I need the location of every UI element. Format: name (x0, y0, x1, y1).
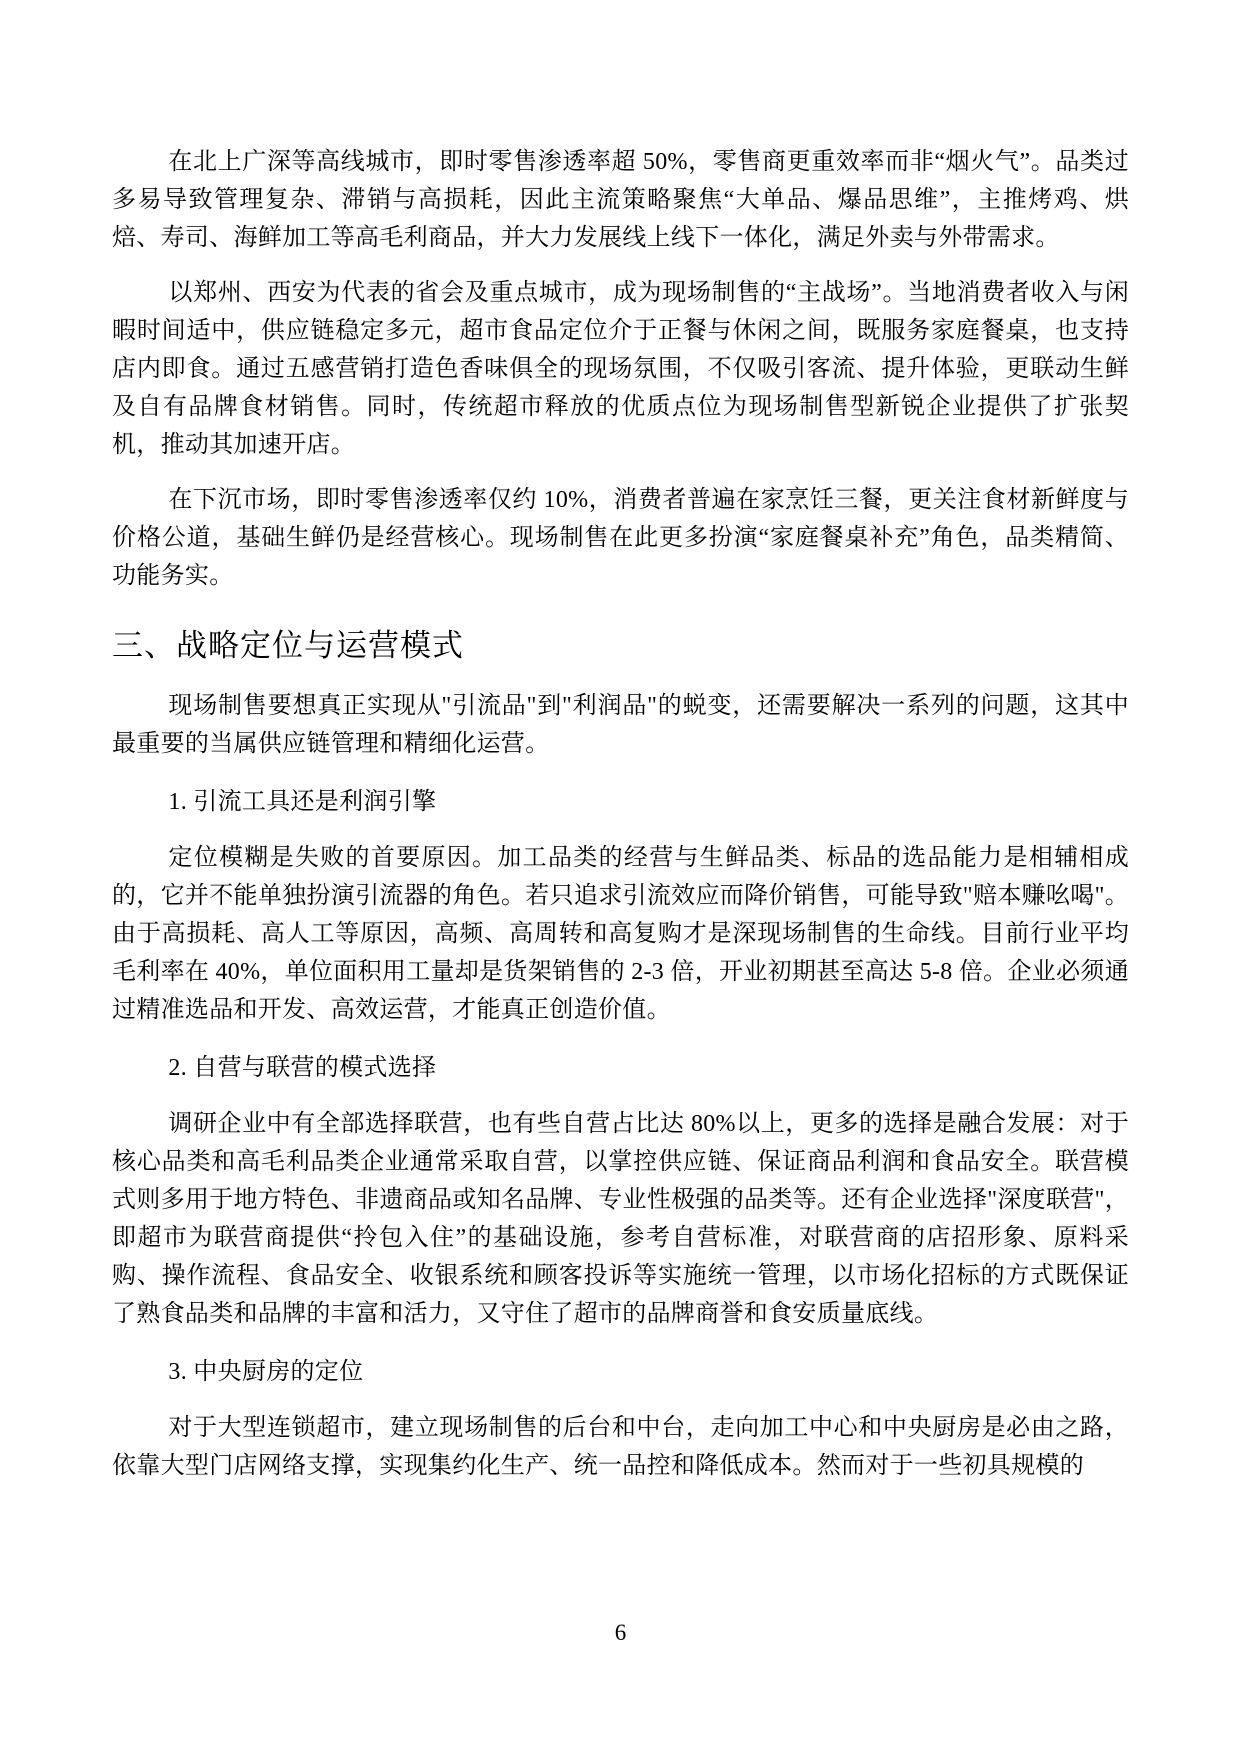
section-heading: 三、战略定位与运营模式 (112, 628, 464, 663)
page-footer (0, 1618, 1241, 1648)
paragraph: 在北上广深等高线城市，即时零售渗透率超 50%，零售商更重效率而非“烟火气”。品类过多易导致管理复杂、滞销与高损耗，因此主流策略聚焦“大单品、爆品思维”，主推烤鸡、烘焙、寿司、海鲜加工等高毛利商品，并大力发展线上线下一体化，满足外卖与外带需求。 (112, 149, 1129, 251)
page-number: 6 (614, 1620, 627, 1645)
page-content (112, 143, 1129, 1502)
paragraph: 调研企业中有全部选择联营，也有些自营占比达 80%以上，更多的选择是融合发展：对于核心品类和高毛利品类企业通常采取自营，以掌控供应链、保证商品利润和食品安全。联营模式则多用于地方特色、非遗商品或知名品牌、专业性极强的品类等。还有企业选择"深度联营"，即超市为联营商提供“拎包入住”的基础设施，参考自营标准，对联营商的店招形象、原料采购、操作流程、食品安全、收银系统和顾客投诉等实施统一管理，以市场化招标的方式既保证了熟食品类和品牌的丰富和活力，又守住了超市的品牌商誉和食安质量底线。 (112, 1111, 1129, 1327)
paragraph: 在下沉市场，即时零售渗透率仅约 10%，消费者普遍在家烹饪三餐，更关注食材新鲜度与价格公道，基础生鲜仍是经营核心。现场制售在此更多扮演“家庭餐桌补充”角色，品类精简、功能务实。 (112, 487, 1129, 589)
paragraph: 以郑州、西安为代表的省会及重点城市，成为现场制售的“主战场”。当地消费者收入与闲暇时间适中，供应链稳定多元，超市食品定位介于正餐与休闲之间，既服务家庭餐桌，也支持店内即食。通过五感营销打造色香味俱全的现场氛围，不仅吸引客流、提升体验，更联动生鲜及自有品牌食材销售。同时，传统超市释放的优质点位为现场制售型新锐企业提供了扩张契机，推动其加速开店。 (112, 280, 1129, 458)
subsection-heading: 1. 引流工具还是利润引擎 (168, 789, 437, 815)
subsection-heading: 3. 中央厨房的定位 (168, 1359, 364, 1385)
paragraph: 定位模糊是失败的首要原因。加工品类的经营与生鲜品类、标品的选品能力是相辅相成的，它并不能单独扮演引流器的角色。若只追求引流效应而降价销售，可能导致"赔本赚吆喝"。由于高损耗、高人工等原因，高频、高周转和高复购才是深现场制售的生命线。目前行业平均毛利率在 40%，单位面积用工量却是货架销售的 2-3 倍，开业初期甚至高达 5-8 倍。企业必须通过精准选品和开发、高效运营，才能真正创造价值。 (112, 845, 1129, 1023)
paragraph: 现场制售要想真正实现从"引流品"到"利润品"的蜕变，还需要解决一系列的问题，这其中最重要的当属供应链管理和精细化运营。 (112, 693, 1129, 757)
paragraph: 对于大型连锁超市，建立现场制售的后台和中台，走向加工中心和中央厨房是必由之路，依靠大型门店网络支撑，实现集约化生产、统一品控和降低成本。然而对于一些初具规模的 (112, 1415, 1129, 1479)
subsection-heading: 2. 自营与联营的模式选择 (168, 1055, 437, 1081)
